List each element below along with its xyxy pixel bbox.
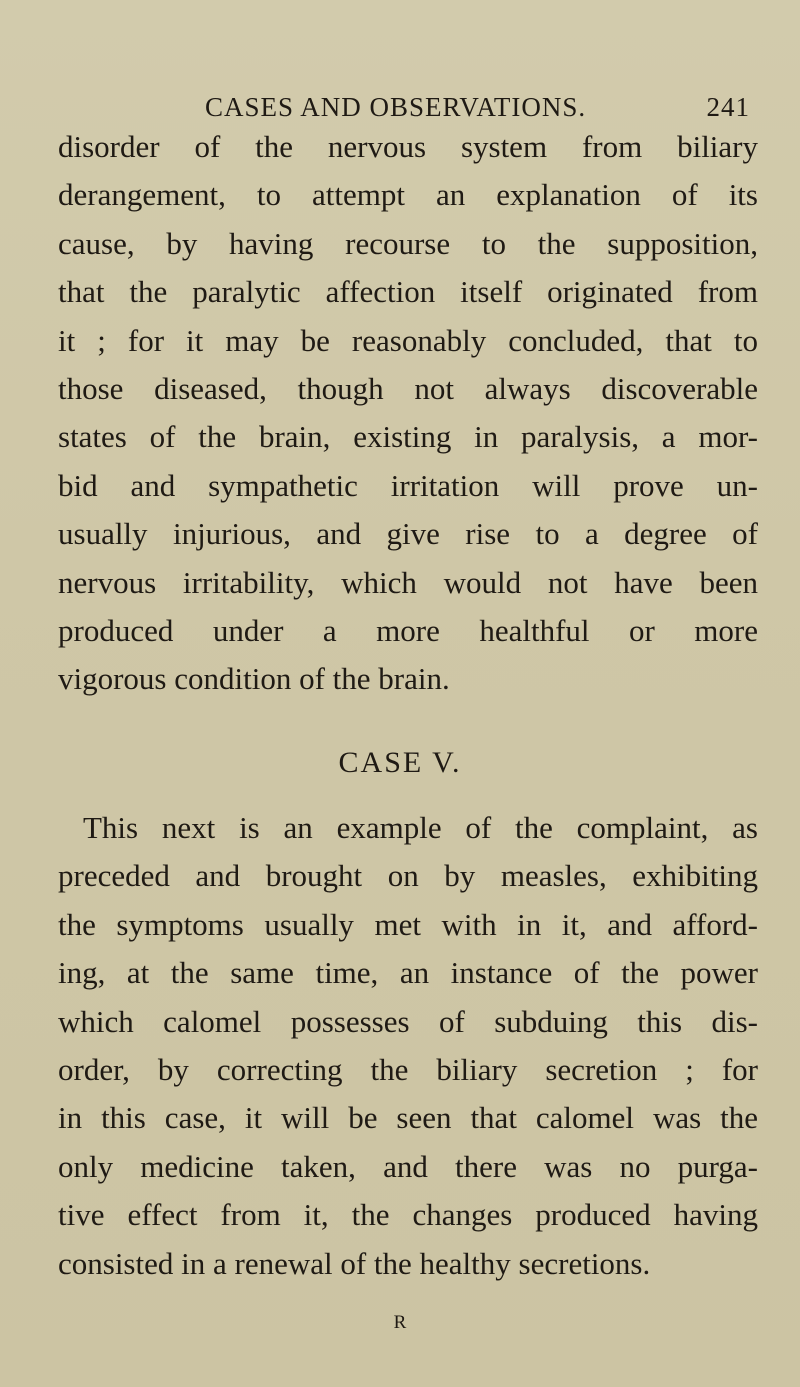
text-line: derangement, to attempt an explanation of its xyxy=(58,177,758,213)
text-line: bid and sympathetic irritation will prove un- xyxy=(58,467,758,503)
signature-mark: R xyxy=(393,1312,407,1333)
text-line: cause, by having recourse to the supposition, xyxy=(58,225,758,261)
text-line: order, by correcting the biliary secretion ; for xyxy=(58,1052,758,1088)
text-line: ing, at the same time, an instance of the power xyxy=(58,955,758,991)
page-number: 241 xyxy=(706,92,750,122)
running-title: CASES AND OBSERVATIONS. xyxy=(205,92,587,122)
text-line: states of the brain, existing in paralysis, a mor- xyxy=(58,419,758,455)
text-line: nervous irritability, which would not have been xyxy=(58,564,758,600)
text-line: the symptoms usually met with in it, and afford- xyxy=(58,906,758,942)
text-line: produced under a more healthful or more xyxy=(58,613,758,649)
text-line: which calomel possesses of subduing this dis- xyxy=(58,1003,758,1039)
text-line: usually injurious, and give rise to a degree of xyxy=(58,516,758,552)
text-line: preceded and brought on by measles, exhibiting xyxy=(58,858,758,894)
paragraph-continuation xyxy=(58,123,758,704)
text-line: only medicine taken, and there was no purga- xyxy=(58,1148,758,1184)
text-line: disorder of the nervous system from biliary xyxy=(58,129,758,164)
case-heading: CASE V. xyxy=(338,746,462,779)
text-line: tive effect from it, the changes produced having xyxy=(58,1197,758,1233)
text-line: that the paralytic affection itself originated from xyxy=(58,274,758,310)
text-line: it ; for it may be reasonably concluded, that to xyxy=(58,322,758,358)
text-line: in this case, it will be seen that calomel was the xyxy=(58,1100,758,1136)
text-line: consisted in a renewal of the healthy secretions. xyxy=(58,1245,651,1281)
paragraph-case-v xyxy=(58,804,758,1288)
text-line: vigorous condition of the brain. xyxy=(58,661,450,697)
text-line: This next is an example of the complaint, as xyxy=(83,810,758,845)
text-line: those diseased, though not always discoverable xyxy=(58,371,758,407)
